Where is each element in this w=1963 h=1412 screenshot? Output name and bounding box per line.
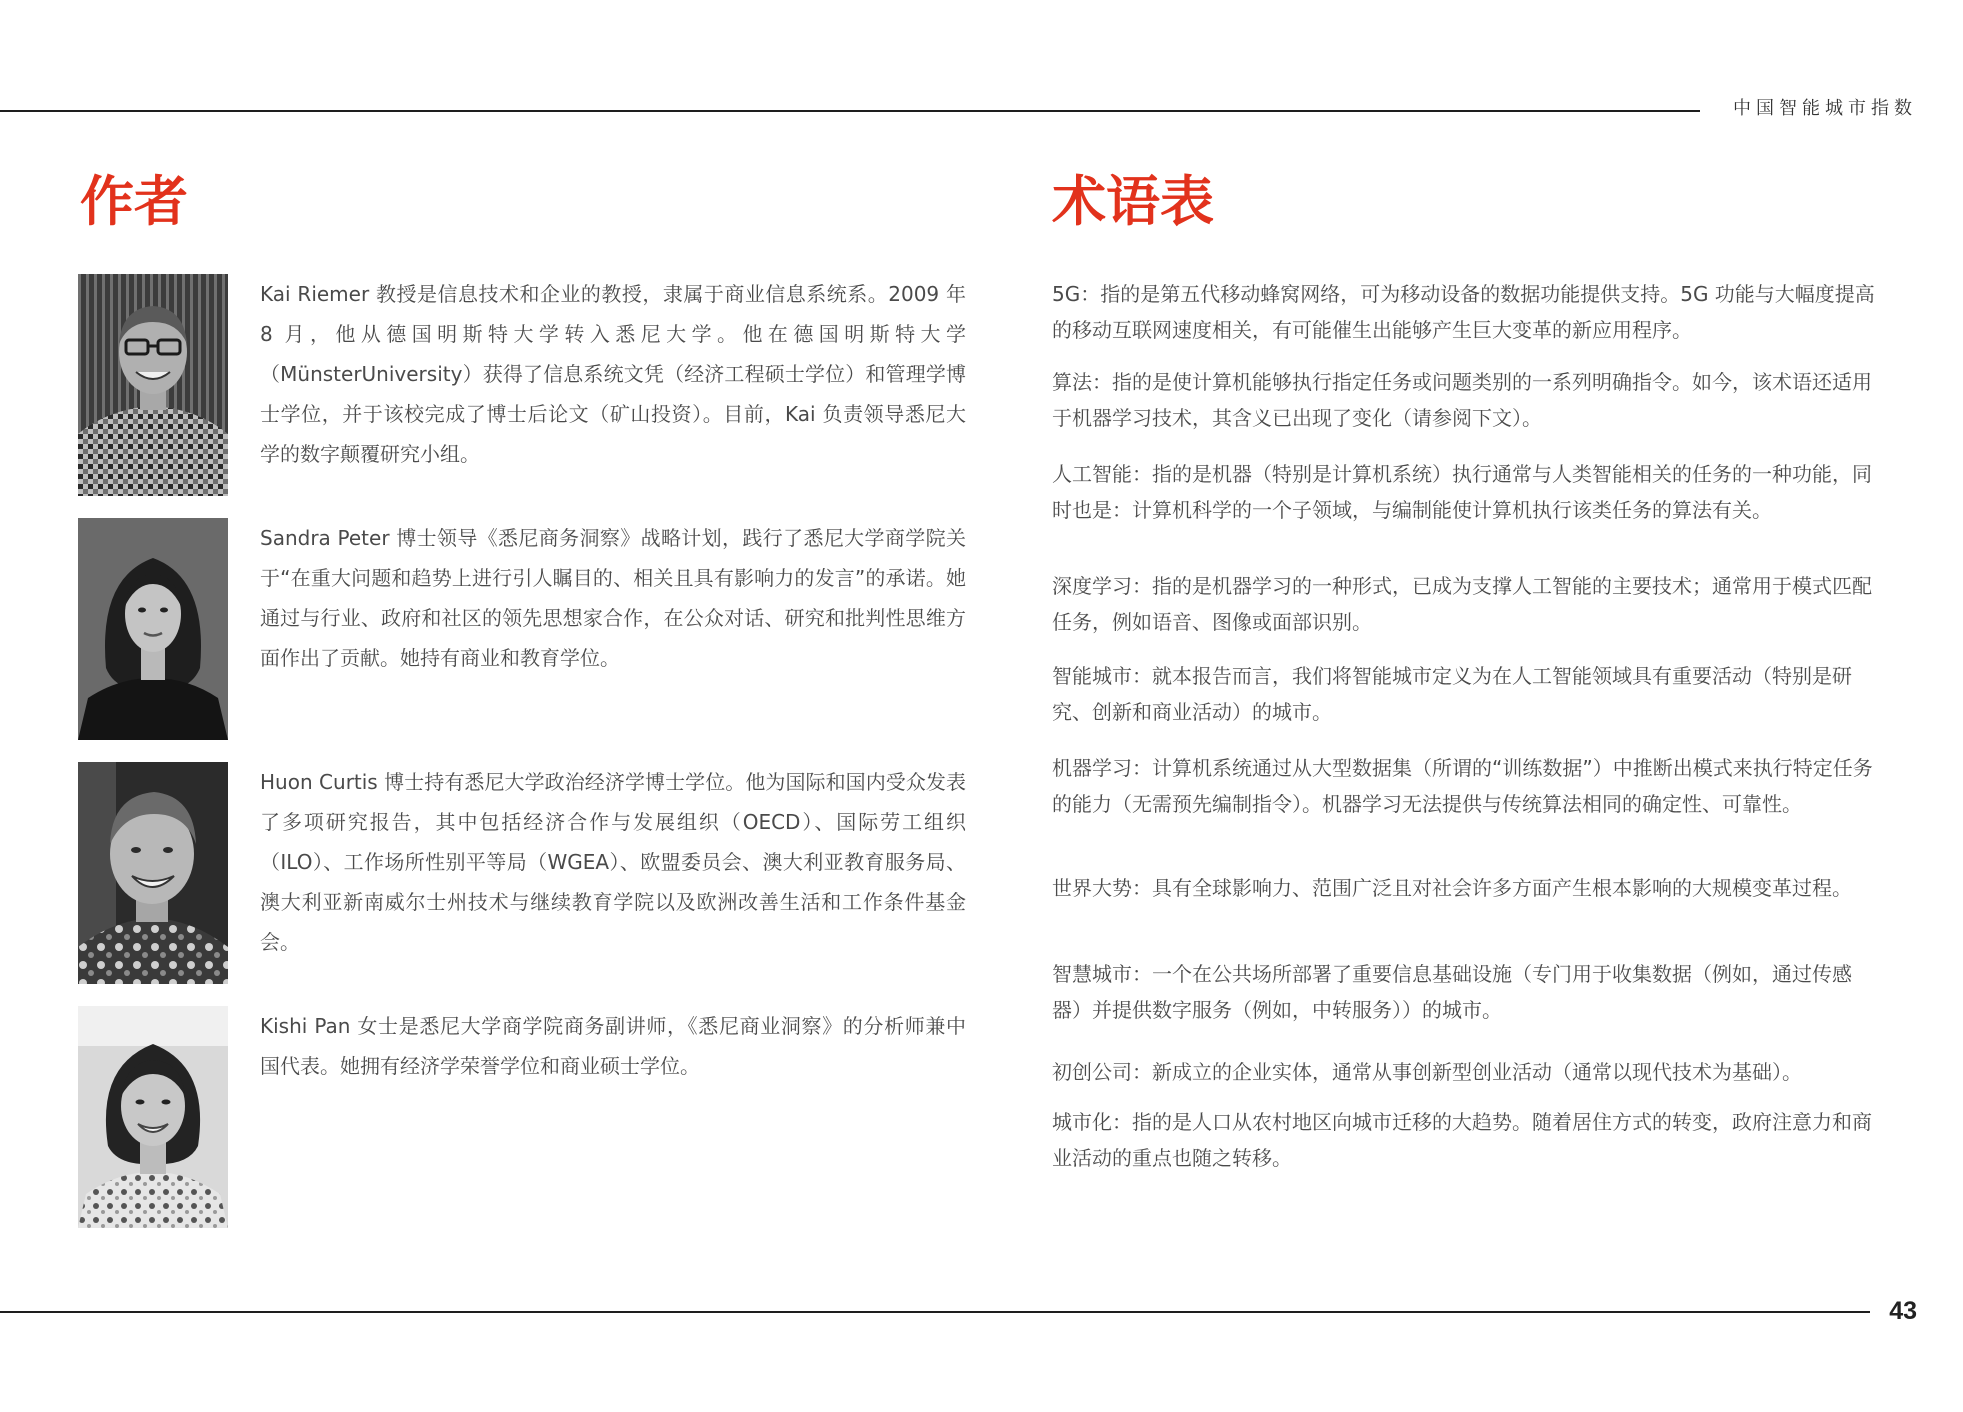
- glossary-term-urbanisation: 城市化：指的是人口从农村地区向城市迁移的大趋势。随着居住方式的转变，政府注意力和商业活动的重点也随之转移。: [1052, 1110, 1872, 1170]
- glossary-term-machine-learning: 机器学习：计算机系统通过从大型数据集（所谓的“训练数据”）中推断出模式来执行特定任务的能力（无需预先编制指令）。机器学习无法提供与传统算法相同的确定性、可靠性。: [1052, 756, 1873, 816]
- portrait-woman-smiling-icon: [78, 1006, 228, 1228]
- glossary-term-5g: 5G：指的是第五代移动蜂窝网络，可为移动设备的数据功能提供支持。5G 功能与大幅度提高的移动互联网速度相关，有可能催生出能够产生巨大变革的新应用程序。: [1052, 282, 1875, 342]
- glossary-term-megatrend: 世界大势：具有全球影响力、范围广泛且对社会许多方面产生根本影响的大规模变革过程。: [1052, 876, 1852, 900]
- author-bio: Kai Riemer 教授是信息技术和企业的教授，隶属于商业信息系统系。2009 年 8 月，他从德国明斯特大学转入悉尼大学。他在德国明斯特大学（MünsterUniversity）获得了信息系统文凭（经济工程硕士学位）和管理学博士学位，并于该校完成了博士后论文（矿山投资）。目前，Kai 负责领导悉尼大学的数字颠覆研究小组。: [260, 282, 966, 466]
- author-photo: [78, 762, 228, 984]
- author-sandra-peter: [78, 518, 968, 743]
- bottom-rule: [0, 1311, 1870, 1313]
- portrait-man-smiling-icon: [78, 762, 228, 984]
- author-bio: Kishi Pan 女士是悉尼大学商学院商务副讲师，《悉尼商业洞察》的分析师兼中国代表。她拥有经济学荣誉学位和商业硕士学位。: [260, 1014, 966, 1078]
- portrait-man-glasses-icon: [78, 274, 228, 496]
- glossary-term-smart-city: 智慧城市：一个在公共场所部署了重要信息基础设施（专门用于收集数据（例如，通过传感器）并提供数字服务（例如，中转服务））的城市。: [1052, 962, 1852, 1022]
- glossary-term-startup: 初创公司：新成立的企业实体，通常从事创新型创业活动（通常以现代技术为基础）。: [1052, 1060, 1802, 1084]
- authors-title: 作者: [80, 170, 188, 233]
- glossary-term-artificial-intelligence: 人工智能：指的是机器（特别是计算机系统）执行通常与人类智能相关的任务的一种功能，同时也是：计算机科学的一个子领域，与编制能使计算机执行该类任务的算法有关。: [1052, 462, 1872, 522]
- author-photo: [78, 274, 228, 496]
- page-number: 43: [1889, 1297, 1917, 1325]
- glossary-term-intelligent-city: 智能城市：就本报告而言，我们将智能城市定义为在人工智能领域具有重要活动（特别是研究、创新和商业活动）的城市。: [1052, 664, 1852, 724]
- author-bio: Huon Curtis 博士持有悉尼大学政治经济学博士学位。他为国际和国内受众发表了多项研究报告，其中包括经济合作与发展组织（OECD）、国际劳工组织（ILO）、工作场所性别平等局（WGEA）、欧盟委员会、澳大利亚教育服务局、澳大利亚新南威尔士州技术与继续教育学院以及欧洲改善生活和工作条件基金会。: [260, 770, 966, 954]
- glossary-title: 术语表: [1052, 170, 1214, 233]
- glossary-term-deep-learning: 深度学习：指的是机器学习的一种形式，已成为支撑人工智能的主要技术；通常用于模式匹配任务，例如语音、图像或面部识别。: [1052, 574, 1872, 634]
- running-header: 中国智能城市指数: [1733, 98, 1917, 119]
- author-photo: [78, 518, 228, 740]
- author-bio: Sandra Peter 博士领导《悉尼商务洞察》战略计划，践行了悉尼大学商学院关于“在重大问题和趋势上进行引人瞩目的、相关且具有影响力的发言”的承诺。她通过与行业、政府和社区的领先思想家合作，在公众对话、研究和批判性思维方面作出了贡献。她持有商业和教育学位。: [260, 526, 966, 670]
- author-huon-curtis: [78, 762, 968, 987]
- author-photo: [78, 1006, 228, 1228]
- portrait-woman-dark-hair-icon: [78, 518, 228, 740]
- author-kai-riemer: [78, 274, 968, 499]
- author-kishi-pan: [78, 1006, 968, 1231]
- top-rule: [0, 110, 1700, 112]
- glossary-term-algorithm: 算法：指的是使计算机能够执行指定任务或问题类别的一系列明确指令。如今，该术语还适用于机器学习技术，其含义已出现了变化（请参阅下文）。: [1052, 370, 1872, 430]
